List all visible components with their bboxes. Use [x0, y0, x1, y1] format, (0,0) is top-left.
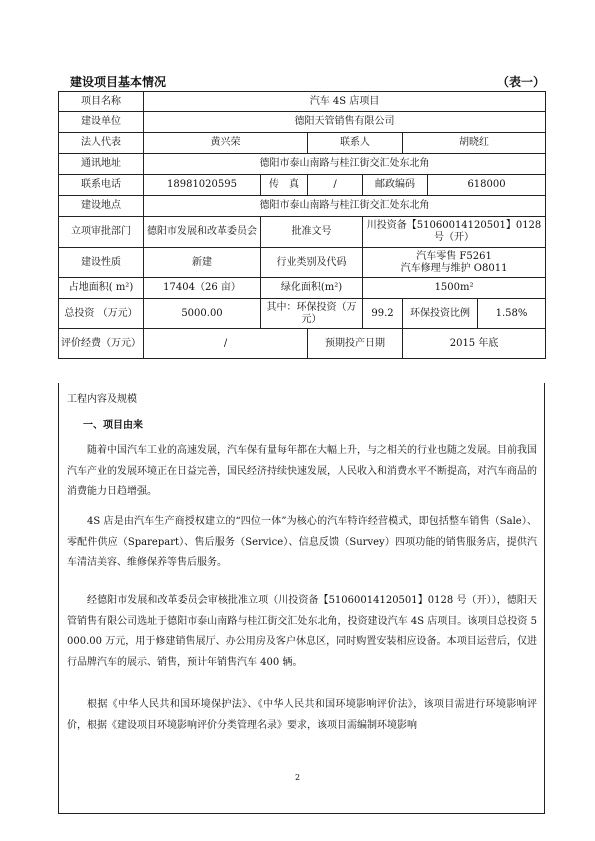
- env-invest-value: 99.2: [363, 299, 403, 329]
- table-row: [59, 175, 546, 196]
- paragraph-3: 经德阳市发展和改革委员会审核批准立项（川投资备【51060014120501】0128 号（开）），德阳天管销售有限公司选址于德阳市泰山南路与桂江街交汇处东北角，投资建设汽车 4S 店项目。该项目总投资 5000.00 万元，用于修建销售展厅、办公用房及客户休息区，同时购置安装相应设备。本项目运营后，仅进行品牌汽车的展示、销售，预计年销售汽车 400 辆。: [67, 595, 537, 668]
- table-row: [59, 278, 546, 299]
- approval-no-label: 批准文号: [261, 217, 363, 248]
- table-row: [59, 92, 546, 112]
- eval-fee-label: 评价经费（万元）: [59, 329, 144, 359]
- table-row: [59, 217, 546, 248]
- approval-dept-value: 德阳市发展和改革委员会: [144, 217, 261, 248]
- industry-code-retail: 汽车零售 F5261: [416, 250, 492, 262]
- paragraph-2: 4S 店是由汽车生产商授权建立的“四位一体”为核心的汽车特许经营模式，即包括整车销售（Sale）、零配件供应（Sparepart）、售后服务（Service）、信息反馈（Survey）四项功能的销售服务店，提供汽车清洁美容、维修保养等售后服务。: [67, 516, 537, 568]
- project-info-table: [58, 91, 546, 359]
- address-value: 德阳市泰山南路与桂江街交汇处东北角: [144, 154, 546, 175]
- table-row: [59, 329, 546, 359]
- fax-value: /: [308, 175, 363, 196]
- green-area-label: 绿化面积(m²): [261, 278, 363, 299]
- address-label: 通讯地址: [59, 154, 144, 175]
- table-row: [59, 196, 546, 217]
- industry-label: 行业类别及代码: [261, 248, 363, 278]
- phone-value: 18981020595: [144, 175, 261, 196]
- fax-label: 传 真: [261, 175, 308, 196]
- eval-fee-value: /: [144, 329, 308, 359]
- contact-label: 联系人: [308, 133, 403, 154]
- unit-label: 建设单位: [59, 112, 144, 133]
- table-row: [59, 299, 546, 329]
- legal-rep-label: 法人代表: [59, 133, 144, 154]
- nature-label: 建设性质: [59, 248, 144, 278]
- section-title: 工程内容及规模: [67, 394, 137, 405]
- project-name-value: 汽车 4S 店项目: [144, 92, 546, 112]
- site-value: 德阳市泰山南路与桂江街交汇处东北角: [144, 196, 546, 217]
- land-area-value: 17404（26 亩）: [144, 278, 261, 299]
- approval-no-value: 川投资备【51060014120501】0128 号（开）: [363, 217, 546, 248]
- approval-dept-label: 立项审批部门: [59, 217, 144, 248]
- form-title: 建设项目基本情况: [70, 75, 167, 89]
- contact-value: 胡晓红: [403, 133, 546, 154]
- table-row: [59, 133, 546, 154]
- paragraph-4: 根据《中华人民共和国环境保护法》、《中华人民共和国环境影响评价法》，该项目需进行环境影响评价，根据《建设项目环境影响评价分类管理名录》要求，该项目需编制环境影响: [67, 699, 537, 731]
- industry-code-repair: 汽车修理与维护 O8011: [400, 262, 508, 274]
- prod-date-value: 2015 年底: [403, 329, 546, 359]
- phone-label: 联系电话: [59, 175, 144, 196]
- unit-value: 德阳天管销售有限公司: [144, 112, 546, 133]
- postcode-value: 618000: [428, 175, 546, 196]
- total-invest-value: 5000.00: [144, 299, 261, 329]
- page-number: 2: [294, 773, 301, 782]
- legal-rep-value: 黄兴荣: [144, 133, 308, 154]
- nature-value: 新建: [144, 248, 261, 278]
- env-invest-label: 其中：环保投资（万元）: [261, 299, 363, 329]
- table-row: [59, 248, 546, 278]
- env-ratio-label: 环保投资比例: [403, 299, 478, 329]
- project-content-cell: [58, 383, 545, 814]
- table-row: [59, 154, 546, 175]
- table-number: （表一）: [496, 75, 545, 89]
- industry-value: [363, 248, 546, 278]
- subsection-title: 一、项目由来: [83, 420, 143, 431]
- postcode-label: 邮政编码: [363, 175, 428, 196]
- project-name-label: 项目名称: [59, 92, 144, 112]
- green-area-value: 1500m²: [363, 278, 546, 299]
- env-ratio-value: 1.58%: [478, 299, 546, 329]
- land-area-label: 占地面积( m²): [59, 278, 144, 299]
- prod-date-label: 预期投产日期: [308, 329, 403, 359]
- site-label: 建设地点: [59, 196, 144, 217]
- total-invest-label: 总投资 （万元）: [59, 299, 144, 329]
- table-row: [59, 112, 546, 133]
- paragraph-1: 随着中国汽车工业的高速发展，汽车保有量每年都在大幅上升，与之相关的行业也随之发展。目前我国汽车产业的发展环境正在日益完善，国民经济持续快速发展，人民收入和消费水平不断提高，对汽车商品的消费能力日趋增强。: [67, 445, 537, 497]
- form-header: [58, 73, 545, 89]
